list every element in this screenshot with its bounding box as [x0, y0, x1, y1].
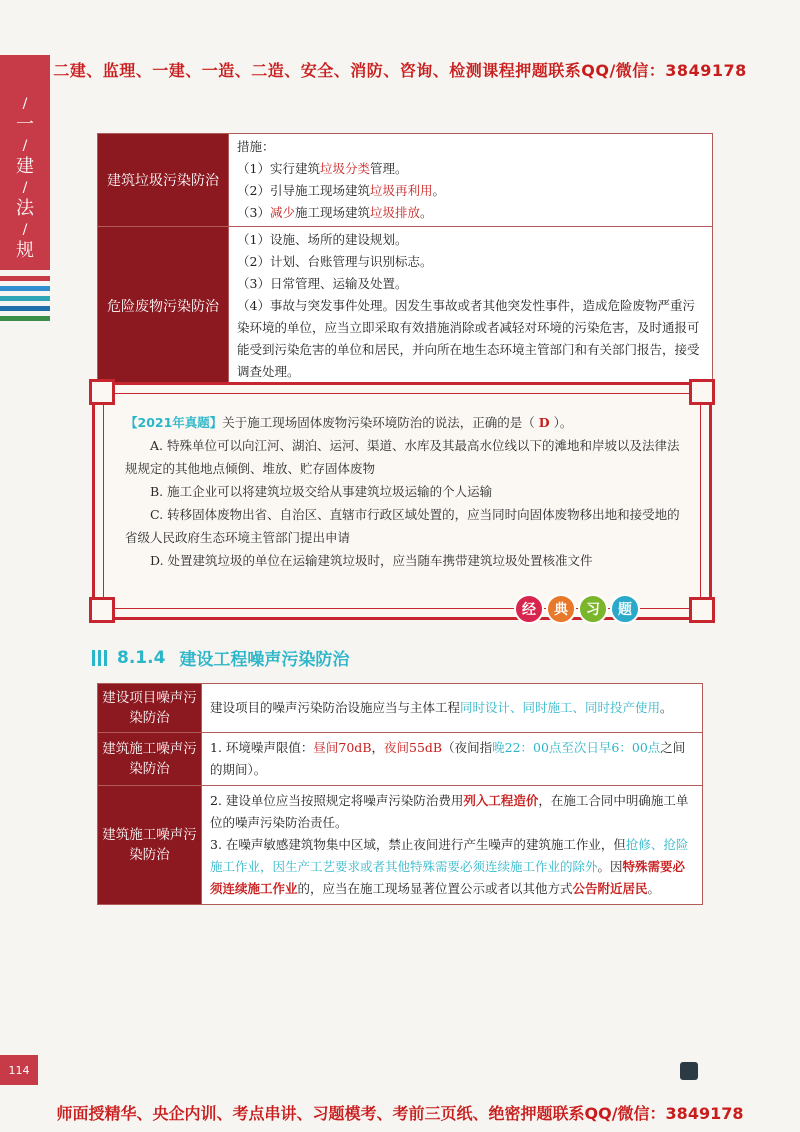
row-label: 危险废物污染防治	[98, 227, 229, 386]
classic-exercise-badges	[514, 594, 640, 624]
list-item: （1）设施、场所的建设规划。	[237, 232, 408, 247]
section-bars-icon	[92, 650, 107, 666]
option-b: B. 施工企业可以将建筑垃圾交给从事建筑垃圾运输的个人运输	[150, 484, 493, 499]
noise-table	[97, 683, 703, 905]
side-stripe	[0, 316, 50, 321]
badge: 经	[514, 594, 544, 624]
side-tab-char: 法	[16, 198, 34, 219]
list-item: （4）事故与突发事件处理。因发生事故或者其他突发性事件，造成危险废物严重污染环境的单位，应当立即采取有效措施消除或者减轻对环境的污染危害，及时通报可能受到污染危害的单位和居民，并向所在地生态环境主管部门和有关部门报告，接受调查处理。	[237, 298, 700, 379]
frame-corner	[689, 379, 715, 405]
side-tab-char: 建	[16, 156, 34, 177]
row-content: 建设项目的噪声污染防治设施应当与主体工程同时设计、同时施工、同时投产使用。	[202, 684, 703, 733]
question-frame	[92, 382, 712, 620]
table-row	[98, 684, 703, 733]
section-title: 建设工程噪声污染防治	[179, 650, 350, 670]
frame-corner	[689, 597, 715, 623]
side-stripe	[0, 306, 50, 311]
option-c: C. 转移固体废物出省、自治区、直辖市行政区域处置的，应当同时向固体废物移出地和接受地的省级人民政府生态环境主管部门提出申请	[125, 507, 680, 545]
table-row	[98, 733, 703, 786]
bottom-banner: 师面授精华、央企内训、考点串讲、习题模考、考前三页纸、绝密押题联系QQ/微信：3849178	[56, 1104, 744, 1123]
question-stem: 【2021年真题】关于施工现场固体废物污染环境防治的说法，正确的是（ D ）。	[125, 415, 573, 430]
top-banner: 二建、监理、一建、一造、二造、安全、消防、咨询、检测课程押题联系QQ/微信：3849178	[53, 61, 747, 80]
row-content	[202, 786, 703, 905]
section-number: 8.1.4	[117, 647, 166, 668]
list-item: （1）实行建筑垃圾分类管理。	[237, 161, 408, 176]
answer: D	[538, 415, 550, 430]
waste-table	[97, 133, 713, 386]
side-stripe	[0, 296, 50, 301]
badge: 典	[546, 594, 576, 624]
side-tab-char: 规	[16, 240, 34, 261]
row-label: 建筑施工噪声污染防治	[98, 786, 202, 905]
side-stripe	[0, 286, 50, 291]
row-label: 建筑垃圾污染防治	[98, 134, 229, 227]
frame-corner	[89, 597, 115, 623]
list-item: （3）日常管理、运输及处置。	[237, 276, 408, 291]
option-a: A. 特殊单位可以向江河、湖泊、运河、渠道、水库及其最高水位线以下的滩地和岸坡以及法律法规规定的其他地点倾倒、堆放、贮存固体废物	[125, 438, 680, 476]
question-body	[125, 411, 690, 572]
table-row	[98, 227, 713, 386]
section-heading	[92, 645, 349, 670]
intro-text: 措施：	[237, 139, 275, 154]
side-stripe	[0, 276, 50, 281]
list-item: （3）减少施工现场建筑垃圾排放。	[237, 205, 433, 220]
side-tab: / 一 / 建 / 法 / 规	[0, 55, 50, 270]
paragraph: 3. 在噪声敏感建筑物集中区域，禁止夜间进行产生噪声的建筑施工作业，但抢修、抢险施工作业，因生产工艺要求或者其他特殊需要必须连续施工作业的除外。因特殊需要必须连续施工作业的，应当在施工现场显著位置公示或者以其他方式公告附近居民。	[210, 837, 689, 896]
row-content	[229, 134, 713, 227]
list-item: （2）计划、台账管理与识别标志。	[237, 254, 433, 269]
row-label: 建设项目噪声污染防治	[98, 684, 202, 733]
row-label: 建筑施工噪声污染防治	[98, 733, 202, 786]
paragraph: 2. 建设单位应当按照规定将噪声污染防治费用列入工程造价，在施工合同中明确施工单位的噪声污染防治责任。	[210, 793, 689, 830]
table-row	[98, 786, 703, 905]
badge: 题	[610, 594, 640, 624]
badge: 习	[578, 594, 608, 624]
table-row	[98, 134, 713, 227]
publisher-logo-icon	[680, 1062, 698, 1080]
option-d: D. 处置建筑垃圾的单位在运输建筑垃圾时，应当随车携带建筑垃圾处置核准文件	[150, 553, 593, 568]
list-item: （2）引导施工现场建筑垃圾再利用。	[237, 183, 445, 198]
row-content	[229, 227, 713, 386]
frame-corner	[89, 379, 115, 405]
row-content: 1. 环境噪声限值：昼间70dB，夜间55dB（夜间指晚22：00点至次日早6：00点之间的期间）。	[202, 733, 703, 786]
side-tab-char: 一	[16, 114, 34, 135]
page-number: 114	[0, 1055, 38, 1085]
